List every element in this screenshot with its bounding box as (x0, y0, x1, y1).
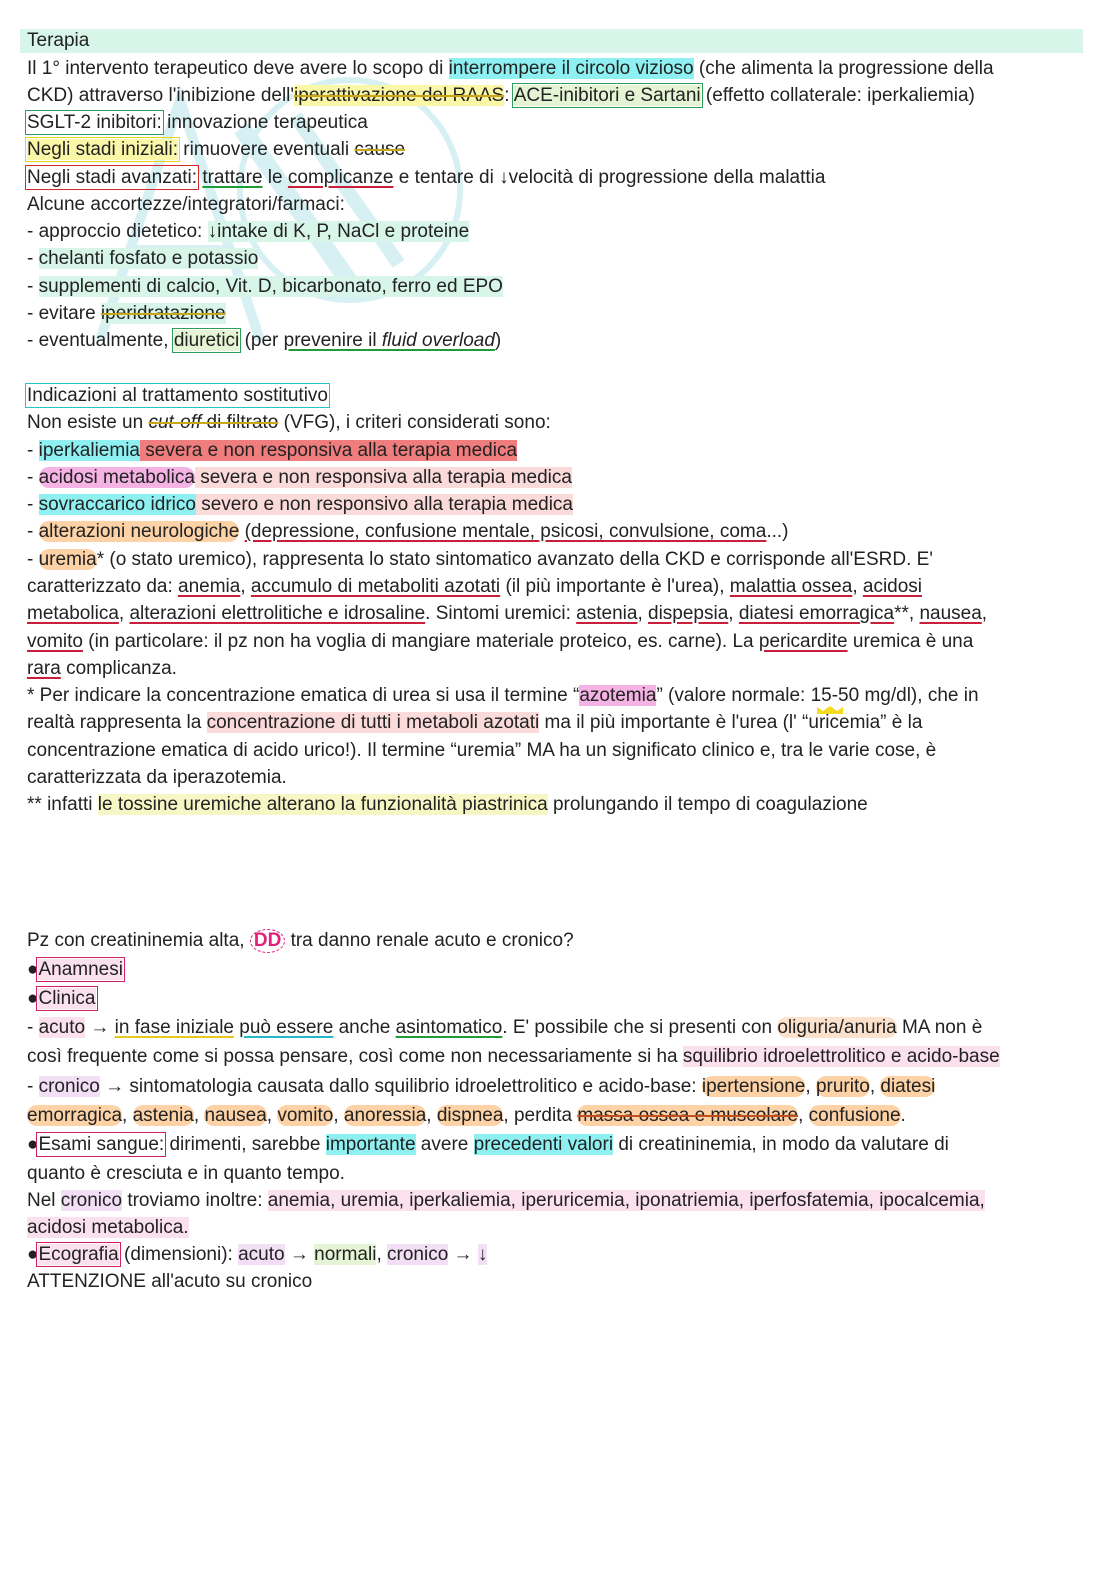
indicazioni-line-12: realtà rappresenta la concentrazione di tutti i metaboli azotati ma il più importante è l'urea (l' “uricemia” è la (27, 712, 923, 733)
terapia-line-7: - approccio dietetico: ↓intake di K, P, NaCl e proteine (27, 221, 470, 242)
terapia-line-11: - eventualmente, diuretici (per prevenire il fluid overload) (27, 330, 502, 351)
dd-line-8: ●Esami sangue: dirimenti, sarebbe importante avere precedenti valori di creatininemia, in modo da valutare di (27, 1134, 949, 1155)
indicazioni-line-13: concentrazione ematica di acido urico!). Il termine “uremia” MA ha un significato clinico e, tra le varie cose, è (27, 740, 937, 761)
indicazioni-line-6: - uremia* (o stato uremico), rappresenta lo stato sintomatico avanzato della CKD e corrisponde all'ESRD. E' (27, 549, 933, 570)
indicazioni-line-15: ** infatti le tossine uremiche alterano la funzionalità piastrinica prolungando il tempo di coagulazione (27, 794, 868, 815)
dd-line-7: emorragica, astenia, nausea, vomito, anoressia, dispnea, perdita massa ossea e muscolare, confusione. (27, 1105, 906, 1126)
terapia-line-1: Il 1° intervento terapeutico deve avere lo scopo di interrompere il circolo vizioso (che alimenta la progressione della (27, 58, 994, 79)
dd-badge: DD (250, 929, 285, 953)
indicazioni-line-11: * Per indicare la concentrazione ematica di urea si usa il termine “azotemia” (valore normale: 15-50 mg/dl), che in (27, 685, 979, 706)
indicazioni-line-5: - alterazioni neurologiche (depressione, confusione mentale, psicosi, convulsione, coma...) (27, 521, 789, 542)
dd-line-4: - acuto → in fase iniziale può essere anche asintomatico. E' possibile che si presenti con oliguria/anuria MA non è (27, 1017, 983, 1038)
indicazioni-line-8: metabolica, alterazioni elettrolitiche e idrosaline. Sintomi uremici: astenia, dispepsia, diatesi emorragica**, nausea, (27, 603, 988, 624)
section-title-terapia: Terapia (20, 29, 1083, 53)
dd-line-13: ATTENZIONE all'acuto su cronico (27, 1271, 313, 1292)
terapia-line-3: SGLT-2 inibitori: innovazione terapeutica (27, 112, 368, 133)
indicazioni-line-10: rara complicanza. (27, 658, 177, 679)
dd-line-5: così frequente come si possa pensare, così come non necessariamente si ha squilibrio idroelettrolitico e acido-base (27, 1046, 1000, 1067)
indicazioni-line-14: caratterizzata da iperazotemia. (27, 767, 287, 788)
terapia-line-4: Negli stadi iniziali: rimuovere eventuali cause (27, 139, 406, 160)
dd-line-6: - cronico → sintomatologia causata dallo squilibrio idroelettrolitico e acido-base: ipertensione, prurito, diatesi (27, 1076, 936, 1097)
terapia-line-2: CKD) attraverso l'inibizione dell'iperattivazione del RAAS: ACE-inibitori e Sartani (effetto collaterale: iperkaliemia) (27, 85, 975, 106)
terapia-line-6: Alcune accortezze/integratori/farmaci: (27, 194, 345, 215)
indicazioni-line-9: vomito (in particolare: il pz non ha voglia di mangiare materiale proteico, es. carne). La pericardite uremica è una (27, 631, 974, 652)
dd-line-12: ●Ecografia (dimensioni): acuto → normali, cronico → ↓ (27, 1244, 488, 1265)
terapia-line-8: - chelanti fosfato e potassio (27, 248, 259, 269)
dd-line-10: Nel cronico troviamo inoltre: anemia, uremia, iperkaliemia, iperuricemia, iponatriemia, iperfosfatemia, ipocalcemia, (27, 1190, 985, 1211)
dd-line-11: acidosi metabolica. (27, 1217, 189, 1238)
dd-line-3: ●Clinica (27, 988, 96, 1009)
section-title-indicazioni: Indicazioni al trattamento sostitutivo (27, 385, 328, 406)
terapia-line-10: - evitare iperidratazione (27, 303, 226, 324)
dd-line-9: quanto è cresciuta e in quanto tempo. (27, 1163, 345, 1184)
indicazioni-line-2: - iperkaliemia severa e non responsiva alla terapia medica (27, 440, 518, 461)
indicazioni-line-4: - sovraccarico idrico severo e non responsivo alla terapia medica (27, 494, 573, 515)
indicazioni-line-1: Non esiste un cut-off di filtrato (VFG), i criteri considerati sono: (27, 412, 551, 433)
dd-line-1: Pz con creatininemia alta, DD tra danno renale acuto e cronico? (27, 930, 574, 951)
terapia-line-9: - supplementi di calcio, Vit. D, bicarbonato, ferro ed EPO (27, 276, 503, 297)
indicazioni-line-3: - acidosi metabolica severa e non responsiva alla terapia medica (27, 467, 572, 488)
terapia-line-5: Negli stadi avanzati: trattare le complicanze e tentare di ↓velocità di progressione della malattia (27, 167, 826, 188)
indicazioni-line-7: caratterizzato da: anemia, accumulo di metaboliti azotati (il più importante è l'urea), malattia ossea, acidosi (27, 576, 923, 597)
dd-line-2: ●Anamnesi (27, 959, 123, 980)
